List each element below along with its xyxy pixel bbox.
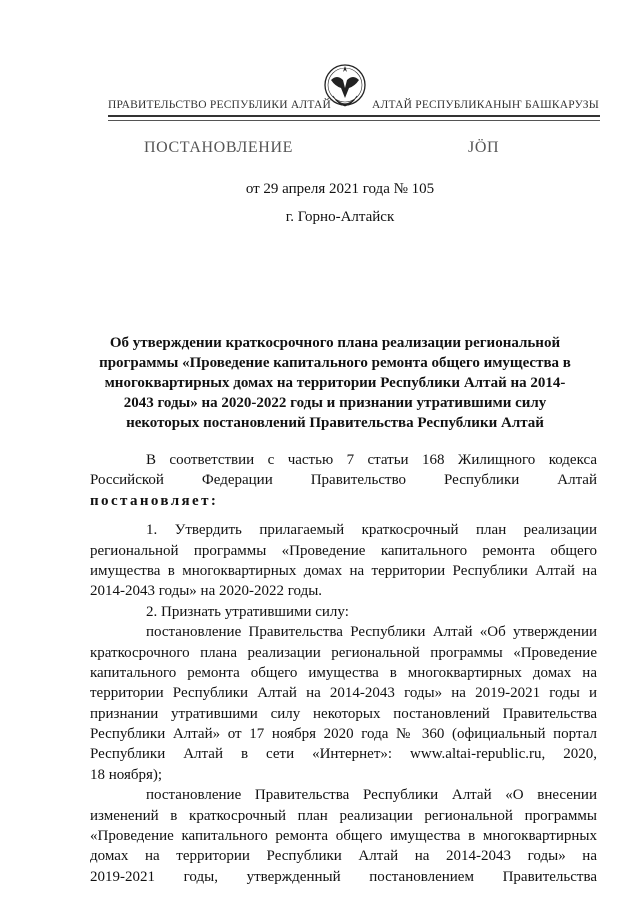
header-left-title: ПРАВИТЕЛЬСТВО РЕСПУБЛИКИ АЛТАЙ [108,99,332,111]
document-body [90,450,597,887]
title-line: 2043 годы» на 2020-2022 годы и признании утратившими силу [123,395,547,411]
doc-type-left: ПОСТАНОВЛЕНИЕ [144,139,293,156]
item1-line: региональной программы «Проведение капитального ремонта общего [90,542,597,559]
title-line: многоквартирных домах на территории Республики Алтай на 2014- [104,375,566,391]
item1-line: имущества в многоквартирных домах на территории Республики Алтай на [90,562,597,579]
city-line: г. Горно-Алтайск [285,209,395,225]
item2-para2-line: постановление Правительства Республики Алтай «О внесении [146,787,597,804]
preamble-line: В соответствии с частью 7 статьи 168 Жилищного кодекса [146,452,597,468]
document-title [96,333,574,433]
header-right-title: АЛТАЙ РЕСПУБЛИКАНЫҤ БАШКАРУЗЫ [372,99,599,111]
item2-para2-line: 2019-2021 годы, утвержденный постановлением Правительства [90,868,597,885]
title-line: программы «Проведение капитального ремонта общего имущества в [99,355,571,371]
header-rule-thick [108,115,600,117]
item1-line: 2014-2043 годы» на 2020-2022 годы. [90,583,323,600]
item2-heading: 2. Признать утратившими силу: [146,603,349,620]
item2-para1-line: капитального ремонта общего имущества в многоквартирных домах на [90,664,597,681]
item2-para1-line: постановление Правительства Республики Алтай «Об утверждении [146,624,597,641]
header-rule-thin [108,120,600,121]
item2-para2-line: изменений в краткосрочный план реализации региональной программы [90,807,597,824]
item2-para1-line: 18 ноября); [90,766,163,783]
item2-para1-line: Республики Алтай в сети «Интернет»: www.altai-republic.ru, 2020, [90,746,597,763]
item2-para2-line: домах на территории Республики Алтай на 2014-2043 годы» на [90,848,597,865]
doc-type-right: JÖП [468,139,500,156]
item2-para1-line: Республики Алтай» от 17 ноября 2020 года № 360 (официальный портал [90,726,597,743]
item1-line: 1. Утвердить прилагаемый краткосрочный план реализации [146,522,597,539]
item2-para1-line: краткосрочного плана реализации региональной программы «Проведение [90,644,597,661]
item2-para1-line: территории Республики Алтай на 2014-2043 годы» на 2019-2021 годы и [90,685,597,702]
date-line: от 29 апреля 2021 года № 105 [245,181,435,197]
title-line: Об утверждении краткосрочного плана реализации региональной [109,335,561,351]
title-line: некоторых постановлений Правительства Республики Алтай [126,415,544,431]
item2-para2-line: «Проведение капитального ремонта общего имущества в многоквартирных [90,828,597,845]
item2-para1-line: признании утратившими силу некоторых постановлений Правительства [90,705,597,722]
preamble-line: Российской Федерации Правительство Республики Алтай [90,472,597,489]
decree-word: постановляет: [90,492,219,509]
